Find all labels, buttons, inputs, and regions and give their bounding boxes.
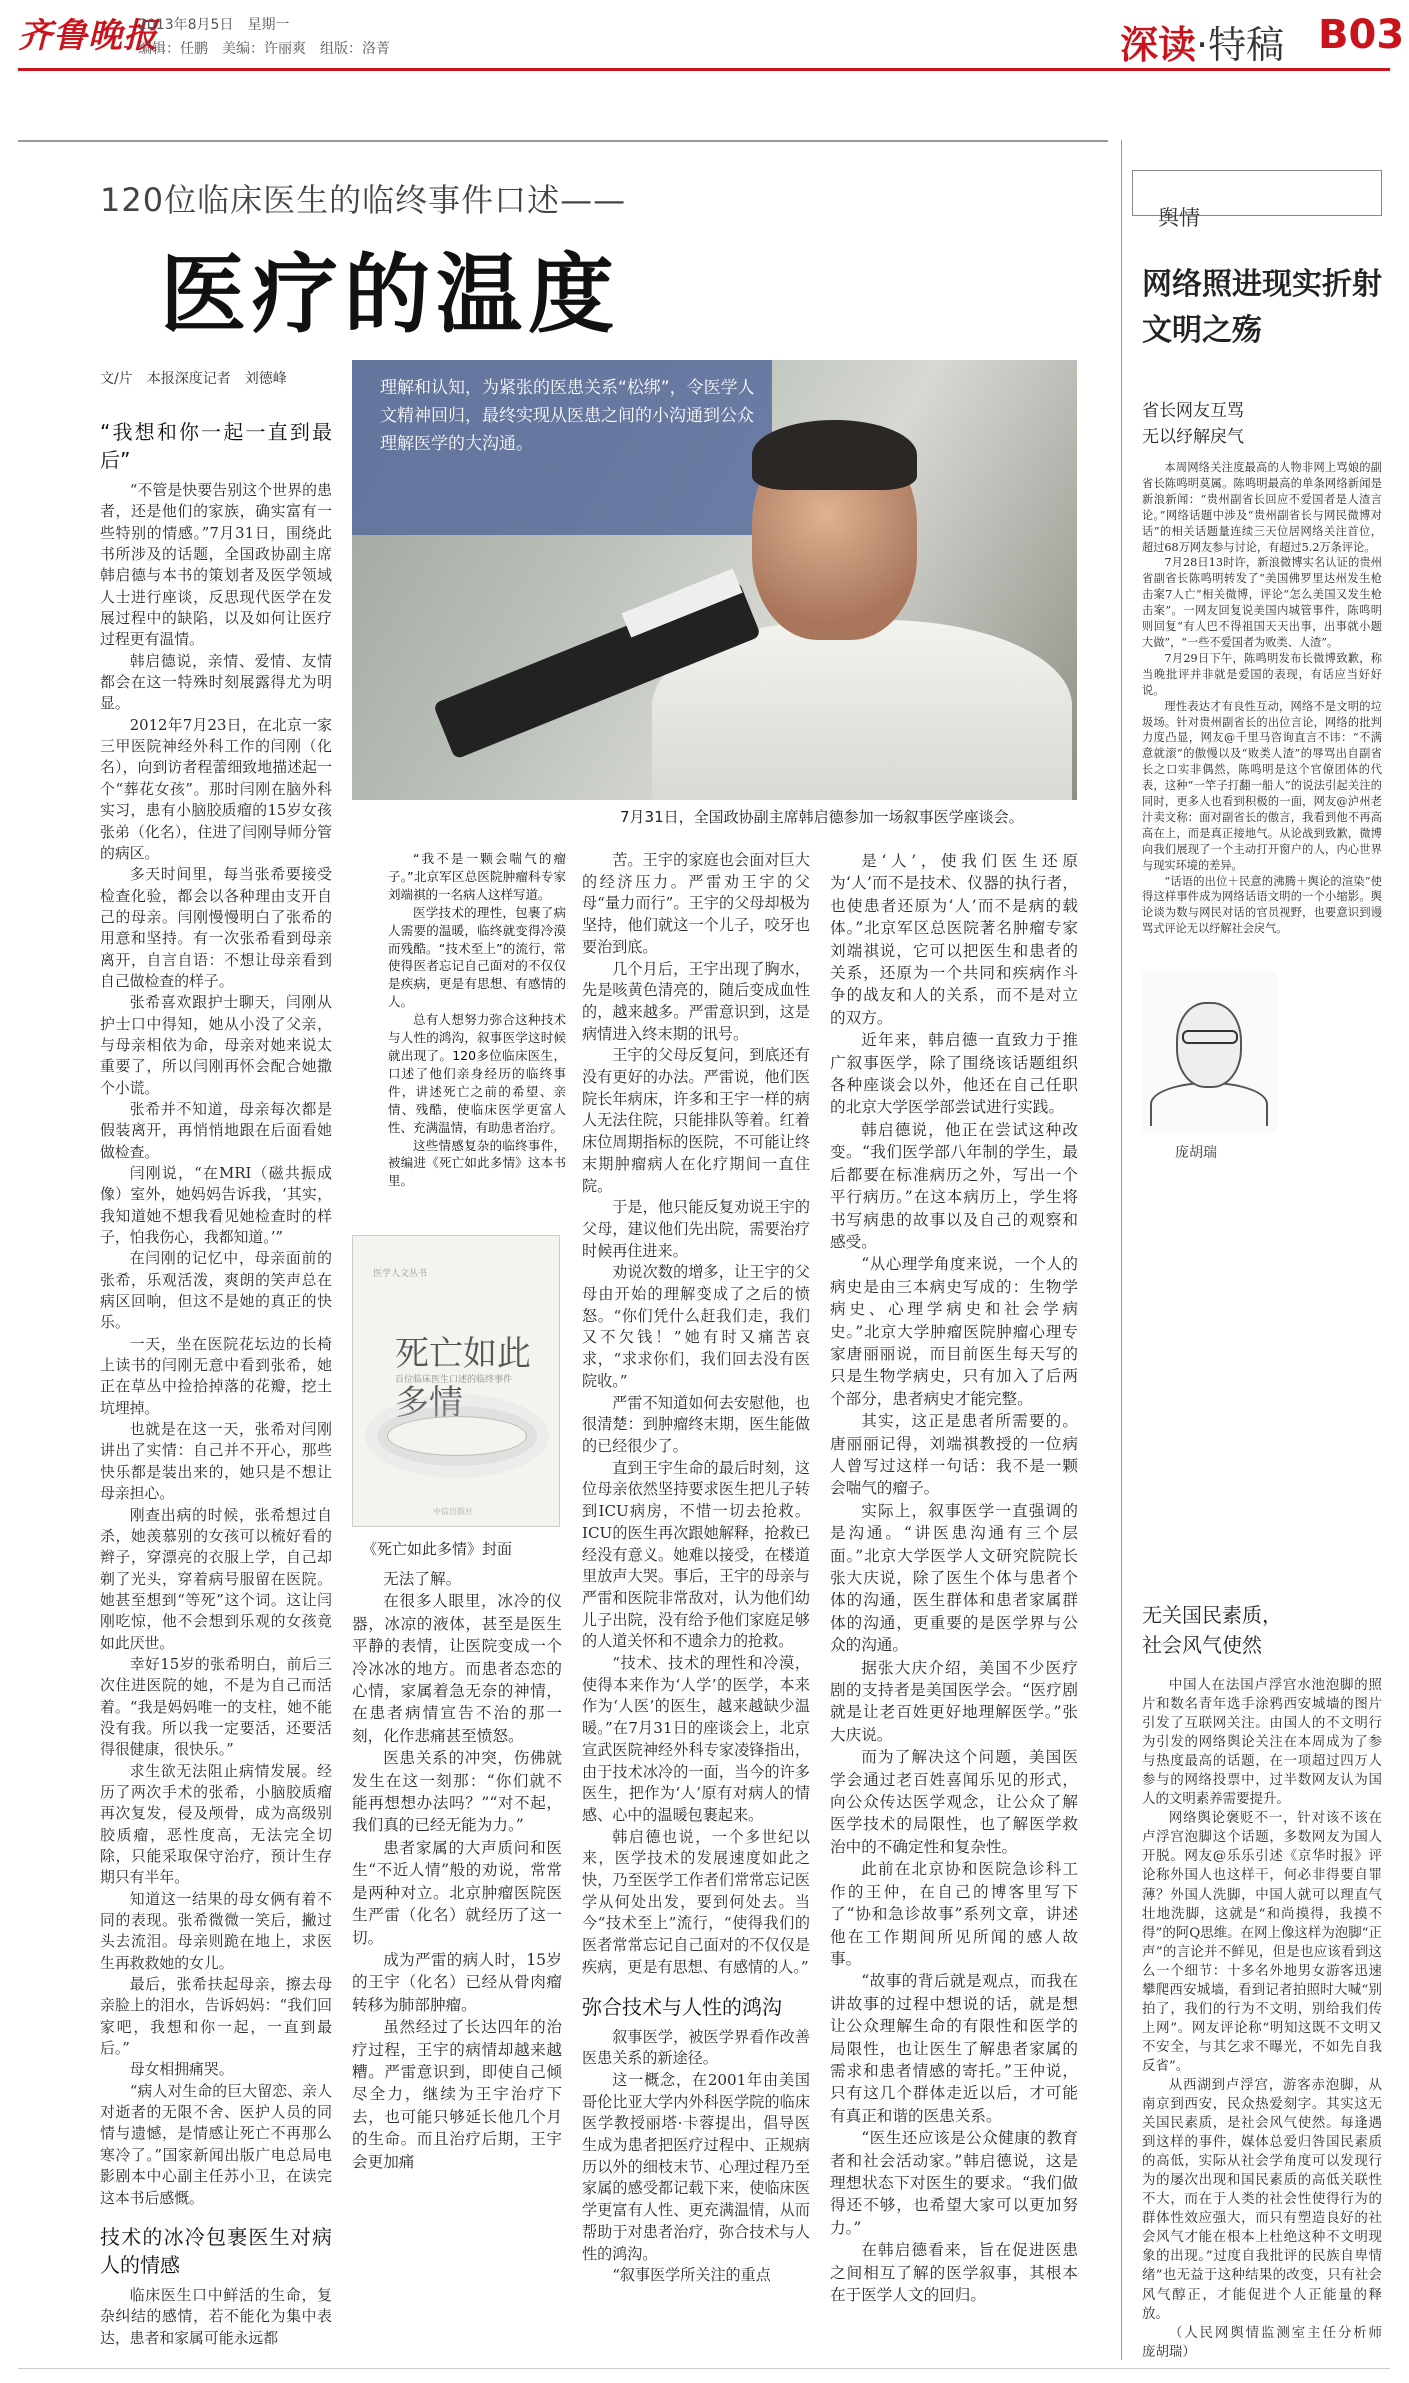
section-name bbox=[1120, 14, 1284, 69]
paragraph: 几个月后，王宇出现了胸水，先是咳黄色清亮的，随后变成血性的，越来越多。严雷意识到，这是病情进入终末期的讯号。 bbox=[582, 959, 810, 1043]
photo-person-hair bbox=[752, 420, 917, 490]
paragraph: 于是，他只能反复劝说王宇的父母，建议他们先出院，需要治疗时候再住进来。 bbox=[582, 1198, 810, 1260]
author-portrait-face bbox=[1176, 1002, 1242, 1088]
paragraph: “叙事医学所关注的重点 bbox=[612, 2266, 771, 2285]
paragraph: “医生还应该是公众健康的教育者和社会活动家。”韩启德说，这是理想状态下对医生的要求。“我们做得还不够，也希望大家可以更加努力。” bbox=[830, 2129, 1078, 2237]
sidebar-subheading-2-line1: 无关国民素质， bbox=[1142, 1603, 1282, 1627]
sidebar-subheading-1 bbox=[1142, 398, 1244, 450]
paragraph: 求生欲无法阻止病情发展。经历了两次手术的张希，小脑胶质瘤再次复发，侵及颅骨，成为高级别胶质瘤，恶性度高，无法完全切除，只能采取保守治疗，预计生存期只有半年。 bbox=[100, 1761, 332, 1887]
staff-line: 编辑：任鹏 美编：许丽爽 组版：洛菁 bbox=[138, 41, 390, 57]
sidebar-subheading-2 bbox=[1142, 1600, 1282, 1660]
paragraph: “从心理学角度来说，一个人的病史是由三本病史写成的：生物学病史、心理学病史和社会学病史。”北京大学肿瘤医院肿瘤心理专家唐丽丽说，而目前医生每天写的只是生物学病史，只有加入了后两个部分，患者病史才能完整。 bbox=[830, 1255, 1078, 1408]
paragraph: 7月28日13时许，新浪微博实名认证的贵州省副省长陈鸣明转发了“美国佛罗里达州发生枪击案7人亡”相关微博，评论“怎么美国又发生枪击案”。一网友回复说美国内城管事件，陈鸣明则回复“有人巴不得祖国天天出事，出事就小题大做”，“一些不爱国者为败类、人渣”。 bbox=[1142, 556, 1382, 649]
paragraph: 最后，张希扶起母亲，擦去母亲脸上的泪水，告诉妈妈：“我们回家吧，我想和你一起，一直到最后。” bbox=[100, 1975, 332, 2058]
paragraph: 韩启德也说，一个多世纪以来，医学技术的发展速度如此之快，乃至医学工作者们常常忘记医学从何处出发，要到何处去。当今“技术至上”流行，“使得我们的医者常常忘记自己面对的不仅仅是疾病，更是有思想、有感情的人。” bbox=[582, 1827, 810, 1976]
paragraph: 据张大庆介绍，美国不少医疗剧的支持者是美国医学会。“医疗剧就是让老百姓更好地理解医学。”张大庆说。 bbox=[830, 1658, 1078, 1744]
masthead bbox=[0, 0, 1409, 80]
section-name-red: 深读 bbox=[1120, 23, 1197, 67]
article-column-4 bbox=[830, 850, 1078, 2306]
author-portrait-shoulders bbox=[1150, 1082, 1268, 1126]
book-cover-title: 死亡如此多情 bbox=[395, 1334, 531, 1423]
paragraph: 总有人想努力弥合这种技术与人性的鸿沟，叙事医学这时候就出现了。120多位临床医生，口述了他们亲身经历的临终事件，讲述死亡之前的希望、亲情、残酷，使临床医学更富人性、充满温情，有助患者治疗。 bbox=[388, 1012, 566, 1135]
column3-heading: 弥合技术与人性的鸿沟 bbox=[582, 1994, 782, 2019]
sidebar-subheading-1-line1: 省长网友互骂 bbox=[1142, 401, 1244, 421]
paragraph: “病人对生命的巨大留恋、亲人对逝者的无限不舍、医护人员的同情与遗憾，是情感让死亡不再那么寒冷了。”国家新闻出版广电总局电影剧本中心副主任苏小卫，在读完这本书后感慨。 bbox=[100, 2081, 332, 2207]
paragraph: 中国人在法国卢浮宫水池泡脚的照片和数名青年选手涂鸦西安城墙的图片引发了互联网关注。由国人的不文明行为引发的网络舆论关注在本周成为了参与热度最高的话题，在一项超过四万人参与的网络投票中，过半数网友认为国人的文明素养需要提升。 bbox=[1142, 1678, 1382, 1808]
masthead-rule bbox=[18, 68, 1390, 71]
paragraph: 在闫刚的记忆中，母亲面前的张希，乐观活泼，爽朗的笑声总在病区回响，但这不是她的真正的快乐。 bbox=[100, 1249, 332, 1332]
date-line: 2013年8月5日 星期一 bbox=[138, 17, 290, 33]
paragraph: 医患关系的冲突，伤佛就发生在这一刻那：“你们就不能再想想办法吗？”“对不起，我们真的已经无能为力。” bbox=[352, 1749, 562, 1835]
article-headline: 医疗的温度 bbox=[160, 245, 620, 345]
author-portrait bbox=[1142, 972, 1277, 1132]
sidebar-subheading-1-line2: 无以纾解戾气 bbox=[1142, 427, 1244, 447]
bottom-rule bbox=[18, 2368, 1390, 2369]
book-cover-series: 医学人文丛书 bbox=[373, 1269, 428, 1279]
paragraph: 韩启德说，亲情、爱情、友情都会在这一特殊时刻展露得尤为明显。 bbox=[100, 651, 332, 713]
paragraph: 网络舆论褒贬不一，针对该不该在卢浮宫泡脚这个话题，多数网友为国人开脱。网友@乐乐引述《京华时报》评论称外国人也这样干，何必非得要自罪薄？外国人洗脚，中国人就可以理直气壮地洗脚，这就是“和尚摸得，我摸不得”的阿Q思维。在网上像这样为泡脚“正声”的言论并不鲜见，但是也应该看到这么一个细节：十多名外地男女游客迅速攀爬西安城墙，看到记者拍照时大喊“别拍了，我们的行为不文明，别给我们传上网”。网友评论称“明知这既不文明又不安全，与其乞求不曝光，不如先自我反省”。 bbox=[1142, 1811, 1382, 2074]
paragraph: 实际上，叙事医学一直强调的是沟通。“讲医患沟通有三个层面。”北京大学医学人文研究院院长张大庆说，除了医生个体与患者个体的沟通，医生群体和患者家属群体的沟通，更重要的是医学界与公众的沟通。 bbox=[830, 1501, 1078, 1655]
sidebar-paragraphs-a bbox=[1142, 460, 1382, 937]
photo-banner-text: 理解和认知，为紧张的医患关系“松绑”，令医学人文精神回归，最终实现从医患之间的小沟通到公众理解医学的大沟通。 bbox=[380, 378, 755, 454]
paragraph: 7月29日下午，陈鸣明发布长微博致歉，称当晚批评并非就是爱国的表现，有话应当好好说。 bbox=[1142, 651, 1382, 697]
newspaper-logo: 齐鲁晚报 bbox=[18, 16, 158, 56]
paragraph: 刚查出病的时候，张希想过自杀，她羡慕别的女孩可以梳好看的辫子，穿漂亮的衣服上学，自己却剃了光头，穿着病号服留在医院。她甚至想到“等死”这个词。这让闫刚吃惊，他不会想到乐观的女孩竟如此厌世。 bbox=[100, 1505, 332, 1652]
paragraph: 临床医生口中鲜活的生命，复杂纠结的感情，若不能化为集中表达，患者和家属可能永远都 bbox=[100, 2285, 332, 2347]
paragraph: 是‘人’，使我们医生还原为‘人’而不是技术、仪器的执行者，也使患者还原为‘人’而不是病的载体。”北京军区总医院著名肿瘤专家刘端祺说，它可以把医生和患者的关系，还原为一个共同和疾病作斗争的战友和人的关系，而不是对立的双方。 bbox=[830, 852, 1078, 1027]
column3-paragraphs-b bbox=[582, 2027, 810, 2287]
sidebar-title: 网络照进现实折射文明之殇 bbox=[1142, 267, 1382, 348]
paragraph: 医学技术的理性，包裹了病人需要的温暖，临终就变得冷漠而残酷。“技术至上”的流行，常使得医者忘记自己面对的不仅仅是疾病，更是有思想、有感情的人。 bbox=[388, 904, 566, 1010]
paragraph: 患者家属的大声质问和医生“不近人情”般的劝说，常常是两种对立。北京肿瘤医院医生严雷（化名）就经历了这一切。 bbox=[352, 1838, 562, 1947]
paragraph: （人民网舆情监测室主任分析师 庞胡瑞） bbox=[1142, 2325, 1396, 2360]
article-column-2-lower bbox=[352, 1568, 562, 2173]
paragraph: 这些情感复杂的临终事件，被编进《死亡如此多情》这本书里。 bbox=[388, 1137, 566, 1189]
paragraph: “故事的背后就是观点，而我在讲故事的过程中想说的话，就是想让公众理解生命的有限性和医学的局限性，也让医生了解患者家属的需求和患者情感的寄托。”王仲说，只有这几个群体走近以后，才可能有真正和谐的医患关系。 bbox=[830, 1972, 1078, 2125]
paragraph: 叙事医学，被医学界看作改善医患关系的新途径。 bbox=[582, 2027, 810, 2068]
paragraph: “话语的出位＋民意的沸腾＋舆论的渲染”使得这样事件成为网络话语文明的一个小缩影。舆论谈为数与网民对话的官员视野，也要意识到谩骂式评论无以纾解社会戾气。 bbox=[1142, 874, 1382, 936]
paragraph: 这一概念，在2001年由美国哥伦比亚大学内外科医学院的临床医学教授丽塔·卡蓉提出，倡导医生成为患者把医疗过程中、正规病历以外的细枝末节、心理过程乃至家属的感受都记载下来，使临床医学更富有人性、更充满温情，从而帮助于对患者治疗，弥合技术与人性的鸿沟。 bbox=[582, 2070, 810, 2263]
sidebar-divider bbox=[1121, 140, 1122, 2360]
paragraph: 从西湖到卢浮宫，游客赤泡脚，从南京到西安，民众热爱刻字。其实这无关国民素质，是社会风气使然。每逢遇到这样的事件，媒体总爱归咎国民素质的高低，实际从社会学角度可以发现行为的屡次出现和国民素质的高低关联性不大，而在于人类的社会性使得行为的群体性效应强大，而只有塑造良好的社会风气才能在根本上杜绝这种不文明现象的出现。”过度自我批评的民族自卑情绪”也无益于这种结果的改变，只有社会风气醇正，才能促进个人正能量的释放。 bbox=[1142, 2077, 1382, 2322]
paragraph: 一天，坐在医院花坛边的长椅上读书的闫刚无意中看到张希，她正在草丛中捡拾掉落的花瓣，挖土坑埋掉。 bbox=[100, 1334, 332, 1417]
book-cover-publisher: 中信出版社 bbox=[433, 1507, 473, 1516]
sidebar-subheading-2-line2: 社会风气使然 bbox=[1142, 1633, 1262, 1657]
paragraph: “我不是一颗会喘气的瘤子。”北京军区总医院肿瘤科专家刘端祺的一名病人这样写道。 bbox=[388, 851, 566, 902]
column1-heading-1: “我想和你一起一直到最后” bbox=[100, 420, 332, 472]
paragraph: 苦。王宇的家庭也会面对巨大的经济压力。严雷劝王宇的父母“量力而行”。王宇的父母却极为坚持，他们就这一个儿子，咬牙也要治到底。 bbox=[582, 851, 810, 956]
paragraph: 虽然经过了长达四年的治疗过程，王宇的病情却越来越糟。严雷意识到，即使自己倾尽全力，继续为王宇治疗下去，也可能只够延长他几个月的生命。而且治疗后期，王宇会更加痛 bbox=[352, 2018, 562, 2171]
paragraph: 王宇的父母反复问，到底还有没有更好的办法。严雷说，他们医院长年病床，许多和王宇一样的病人无法住院，只能排队等着。红着床位周期指标的医院，不可能让终末期肿瘤病人在化疗期间一直住院。 bbox=[582, 1046, 810, 1195]
column1-paragraphs-a bbox=[100, 480, 332, 2209]
paragraph: 此前在北京协和医院急诊科工作的王仲，在自己的博客里写下了“协和急诊故事”系列文章，讲述他在工作期间所见所闻的感人故事。 bbox=[830, 1860, 1078, 1968]
paragraph: 在很多人眼里，冰冷的仪器，冰凉的液体，甚至是医生平静的表情，让医院变成一个冷冰冰的地方。而患者态恋的心情，家属着急无奈的神情，在患者病情宣告不治的那一刻，化作悲痛甚至愤怒。 bbox=[352, 1592, 562, 1745]
paragraph: 其实，这正是患者所需要的。唐丽丽记得，刘端祺教授的一位病人曾写过这样一句话：我不是一颗会喘气的瘤子。 bbox=[830, 1412, 1078, 1498]
paragraph: 韩启德说，他正在尝试这种改变。“我们医学部八年制的学生，最后都要在标准病历之外，写出一个平行病历。”在这本病历上，学生将书写病患的故事以及自己的观察和感受。 bbox=[830, 1120, 1078, 1251]
paragraph: 成为严雷的病人时，15岁的王宇（化名）已经从骨肉瘤转移为肺部肿瘤。 bbox=[352, 1950, 562, 2014]
paragraph: “技术、技术的理性和冷漠，使得本来作为‘人学’的医学，本来作为‘人医’的医生，越来越缺少温暖。”在7月31日的座谈会上，北京宣武医院神经外科专家凌锋指出，由于技术冰冷的一面，当今的许多医生，把作为‘人’原有对病人的情感、心中的温暖包裹起来。 bbox=[582, 1654, 810, 1824]
paragraph: 而为了解决这个问题，美国医学会通过老百姓喜闻乐见的形式，向公众传达医学观念，让公众了解医学技术的局限性，也了解医学救治中的不确定性和复杂性。 bbox=[830, 1748, 1078, 1856]
book-cover-ripple bbox=[387, 1416, 527, 1456]
paragraph: 在韩启德看来，旨在促进医患之间相互了解的医学叙事，其根本在于医学人文的回归。 bbox=[830, 2241, 1078, 2304]
paragraph: 闫刚说，“在MRI（磁共振成像）室外，她妈妈告诉我，‘其实，我知道她不想我看见她检查时的样子，怕我伤心，我都知道。’” bbox=[100, 1164, 332, 1247]
column3-paragraphs-a bbox=[582, 850, 810, 1979]
paragraph: “不管是快要告别这个世界的患者，还是他们的家族，确实富有一些特别的情感。”7月31日，围绕此书所涉及的话题，全国政协副主席韩启德与本书的策划者及医学领域人士进行座谈，反思现代医学在发展过程中的缺陷，以及如何让医疗过程更有温情。 bbox=[100, 481, 332, 649]
section-name-rest: ·特稿 bbox=[1196, 23, 1285, 67]
sidebar-tag: 舆情 bbox=[1158, 206, 1200, 230]
book-cover-image bbox=[352, 1235, 560, 1527]
author-name: 庞胡瑞 bbox=[1175, 1145, 1217, 1161]
pull-quote-column bbox=[388, 850, 566, 1190]
article-subtitle: 120位临床医生的临终事件口述—— bbox=[100, 181, 627, 219]
paragraph: 本周网络关注度最高的人物非网上骂娘的副省长陈鸣明莫属。陈鸣明最高的单条网络新闻是新浪新闻：“贵州副省长回应不爱国者是人渣言论。”网络话题中涉及“贵州副省长与网民微博对话”的相关话题量连续三天位居网络关注首位，超过68万网友参与讨论，有超过5.2万条评论。 bbox=[1142, 461, 1382, 554]
paragraph: 直到王宇生命的最后时刻，这位母亲依然坚持要求医生把儿子转到ICU病房，不惜一切去抢救。ICU的医生再次跟她解释，抢救已经没有意义。她难以接受，在楼道里放声大哭。事后，王宇的母亲与严雷和医院非常敌对，认为他们幼儿子出院，没有给予他们家庭足够的人道关怀和不遗余力的抢救。 bbox=[582, 1458, 810, 1651]
book-caption: 《死亡如此多情》封面 bbox=[362, 1540, 513, 1558]
book-cover-subtitle: 百位临床医生口述的临终事件 bbox=[395, 1375, 513, 1385]
article-column-3 bbox=[582, 850, 810, 2287]
page-number: B03 bbox=[1318, 12, 1405, 58]
article-byline: 文/片 本报深度记者 刘德峰 bbox=[100, 371, 287, 387]
paragraph: 理性表达才有良性互动，网络不是文明的垃圾场。针对贵州副省长的出位言论，网络的批判力度凸显，网友@千里马咨询直言不讳：“不满意就滚”的傲慢以及“败类人渣”的辱骂出自副省长之口实非偶然，陈鸣明是这个官僚团体的代表，这种“一竿子打翻一船人”的说法引起关注的同时，更多人也看到积极的一面，网友@泸州老汁卖文称：面对副省长的傲言，我看到他不再高高在上，而是真正接地气。从论战到致歉，微博向我们展现了一个主动打开窗户的人，内心世界与现实环境的差异。 bbox=[1142, 699, 1382, 872]
paragraph: 也就是在这一天，张希对闫刚讲出了实情：自己并不开心，那些快乐都是装出来的，她只是不想让母亲担心。 bbox=[100, 1420, 332, 1503]
photo-caption: 7月31日，全国政协副主席韩启德参加一场叙事医学座谈会。 bbox=[620, 808, 1024, 826]
paragraph: 无法了解。 bbox=[383, 1570, 462, 1588]
article-column-1 bbox=[100, 412, 332, 2349]
headline-rule bbox=[18, 140, 1108, 142]
paragraph: 严雷不知道如何去安慰他，也很清楚：到肿瘤终末期，医生能做的已经很少了。 bbox=[582, 1393, 810, 1455]
column1-heading-2: 技术的冰冷包裹医生对病人的情感 bbox=[100, 2224, 332, 2277]
paragraph: 张希并不知道，母亲每次都是假装离开，再悄悄地跟在后面看她做检查。 bbox=[100, 1099, 332, 1161]
paragraph: 知道这一结果的母女俩有着不同的表现。张希微微一笑后，撇过头去流泪。母亲则跪在地上，求医生再救救她的女儿。 bbox=[100, 1889, 332, 1972]
paragraph: 幸好15岁的张希明白，前后三次住进医院的她，不是为自己而活着。“我是妈妈唯一的支柱，她不能没有我。所以我一定要活，还要活得很健康，很快乐。” bbox=[100, 1654, 332, 1759]
article-photo bbox=[352, 360, 1077, 800]
paragraph: 近年来，韩启德一直致力于推广叙事医学，除了围绕该话题组织各种座谈会以外，他还在自己任职的北京大学医学部尝试进行实践。 bbox=[830, 1031, 1078, 1117]
author-portrait-glasses bbox=[1182, 1030, 1238, 1044]
paragraph: 2012年7月23日，在北京一家三甲医院神经外科工作的闫刚（化名），向到访者程蕾细致地描述起一个“葬花女孩”。那时闫刚在脑外科实习，患有小脑胶质瘤的15岁女孩张弟（化名），住进了闫刚导师分管的病区。 bbox=[100, 715, 332, 862]
paragraph: 劝说次数的增多，让王宇的父母由开始的理解变成了之后的愤怒。“你们凭什么赶我们走，我们又不欠钱！”她有时又痛苦哀求，“求求你们，我们回去没有医院收。” bbox=[582, 1263, 810, 1390]
sidebar-paragraphs-b bbox=[1142, 1676, 1396, 2362]
paragraph: 多天时间里，每当张希要接受检查化验，都会以各种理由支开自己的母亲。闫刚慢慢明白了张希的用意和坚持。有一次张希看到母亲离开，自言自语：不想让母亲看到自己做检查的样子。 bbox=[100, 865, 332, 990]
paragraph: 母女相拥痛哭。 bbox=[129, 2060, 234, 2079]
column1-paragraphs-b bbox=[100, 2285, 332, 2349]
paragraph: 张希喜欢跟护士聊天，闫刚从护士口中得知，她从小没了父亲，与母亲相依为命，母亲对她来说太重要了，所以闫刚再怀会配合她撒个小谎。 bbox=[100, 993, 332, 1097]
